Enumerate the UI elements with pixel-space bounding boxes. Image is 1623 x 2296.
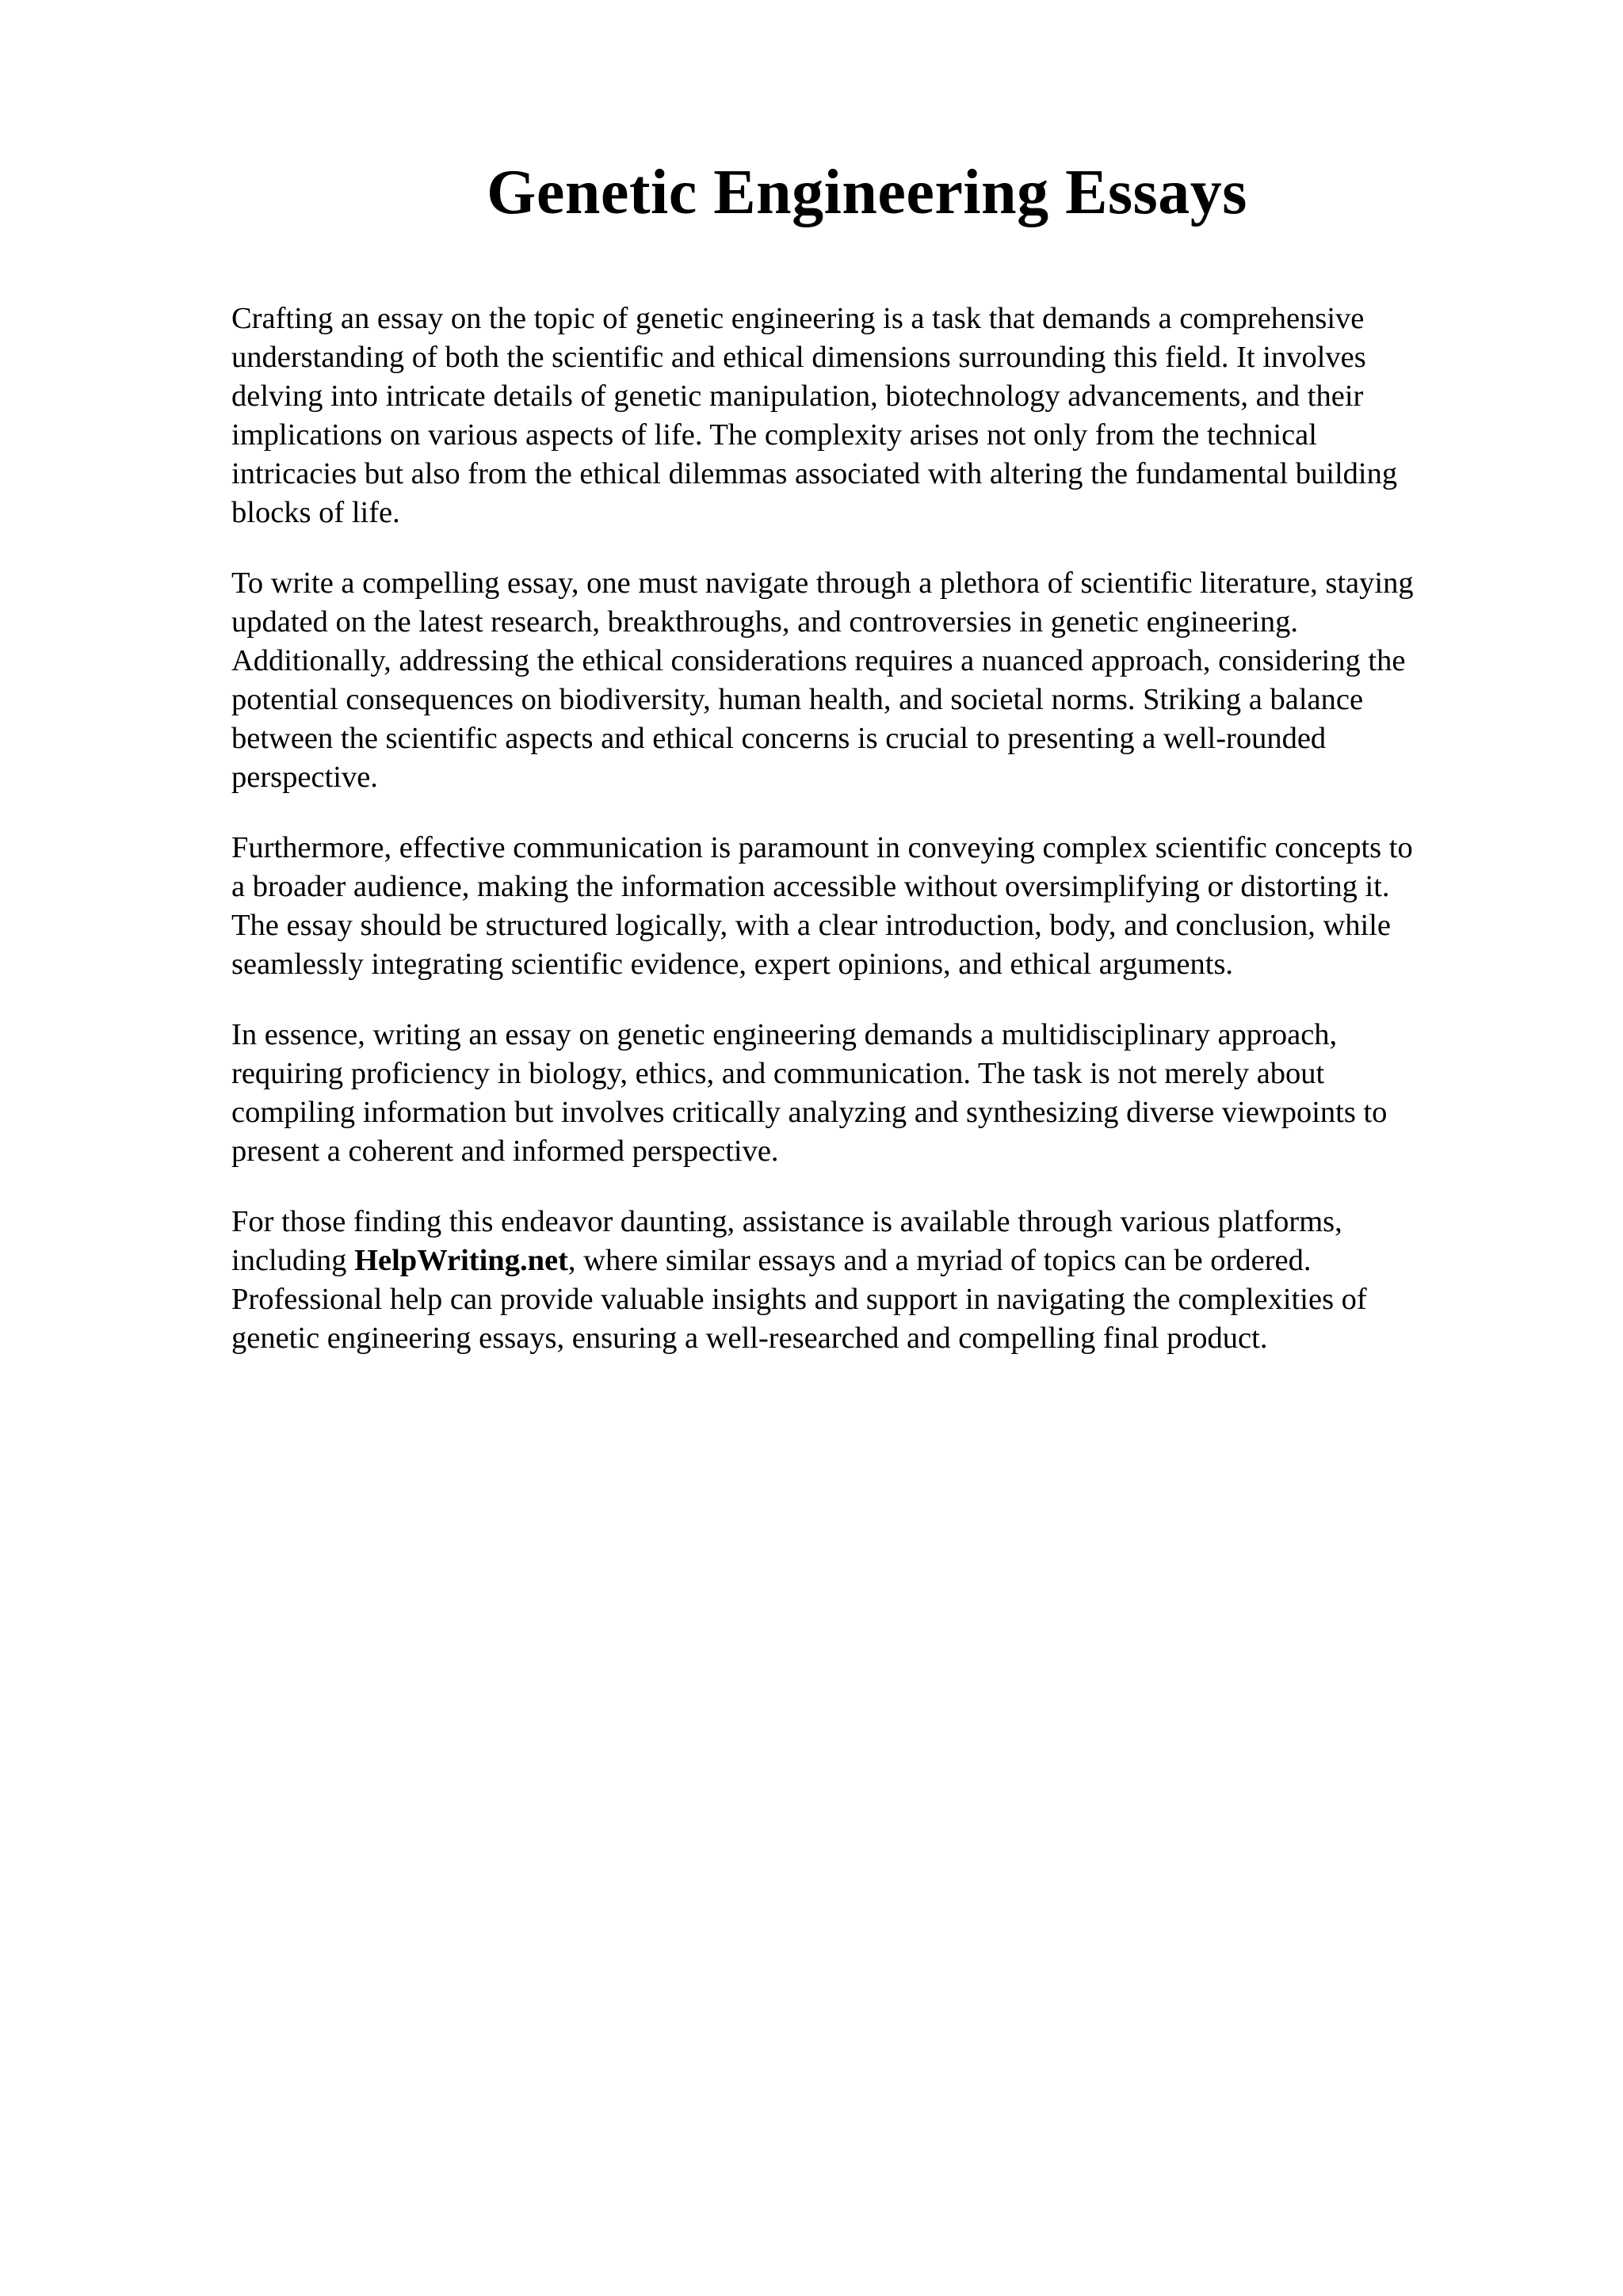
paragraph-4 [231, 1016, 1531, 1171]
paragraph-line: between the scientific aspects and ethical concerns is crucial to presenting a well-rounded [231, 722, 1327, 755]
paragraph-line: In essence, writing an essay on genetic engineering demands a multidisciplinary approach, [231, 1018, 1338, 1051]
paragraph-line: genetic engineering essays, ensuring a well-researched and compelling final product. [231, 1322, 1268, 1355]
paragraph-line: understanding of both the scientific and ethical dimensions surrounding this field. It involves [231, 341, 1366, 374]
document-title: Genetic Engineering Essays [487, 158, 1247, 227]
paragraph-line: Crafting an essay on the topic of genetic engineering is a task that demands a comprehensive [231, 302, 1365, 335]
paragraph-line: perspective. [231, 761, 378, 794]
paragraph-line: intricacies but also from the ethical dilemmas associated with altering the fundamental building [231, 457, 1398, 490]
paragraph-line: updated on the latest research, breakthroughs, and controversies in genetic engineering. [231, 605, 1298, 639]
paragraph-line: implications on various aspects of life. The complexity arises not only from the technical [231, 418, 1317, 452]
paragraph-line: The essay should be structured logically, with a clear introduction, body, and conclusion, while [231, 909, 1391, 942]
paragraph-line: delving into intricate details of genetic manipulation, biotechnology advancements, and their [231, 379, 1364, 413]
paragraph-line: compiling information but involves critically analyzing and synthesizing diverse viewpoints to [231, 1096, 1388, 1129]
paragraph-line-with-link [231, 1241, 1531, 1280]
paragraph-line: Furthermore, effective communication is paramount in conveying complex scientific concepts to [231, 831, 1413, 864]
paragraph-3 [231, 829, 1531, 984]
paragraph-line: blocks of life. [231, 496, 400, 529]
paragraph-5 [231, 1203, 1531, 1358]
document-body [231, 299, 1531, 1390]
paragraph-line: present a coherent and informed perspective. [231, 1135, 779, 1168]
paragraph-1 [231, 299, 1531, 532]
paragraph-line: seamlessly integrating scientific evidence, expert opinions, and ethical arguments. [231, 948, 1234, 981]
paragraph-line: Professional help can provide valuable insights and support in navigating the complexities of [231, 1283, 1367, 1316]
paragraph-line: a broader audience, making the information accessible without oversimplifying or distorting it. [231, 870, 1390, 903]
paragraph-2 [231, 564, 1531, 797]
paragraph-line: For those finding this endeavor daunting, assistance is available through various platforms, [231, 1205, 1342, 1238]
link-suffix-text: , where similar essays and a myriad of topics can be ordered. [567, 1244, 1312, 1277]
paragraph-line: potential consequences on biodiversity, human health, and societal norms. Striking a balance [231, 683, 1364, 716]
link-prefix-text: including [231, 1244, 355, 1277]
paragraph-line: requiring proficiency in biology, ethics, and communication. The task is not merely about [231, 1057, 1325, 1090]
paragraph-line: Additionally, addressing the ethical considerations requires a nuanced approach, considering the [231, 644, 1406, 677]
helpwriting-link[interactable]: HelpWriting.net [354, 1244, 568, 1277]
paragraph-line: To write a compelling essay, one must navigate through a plethora of scientific literature, staying [231, 566, 1414, 600]
